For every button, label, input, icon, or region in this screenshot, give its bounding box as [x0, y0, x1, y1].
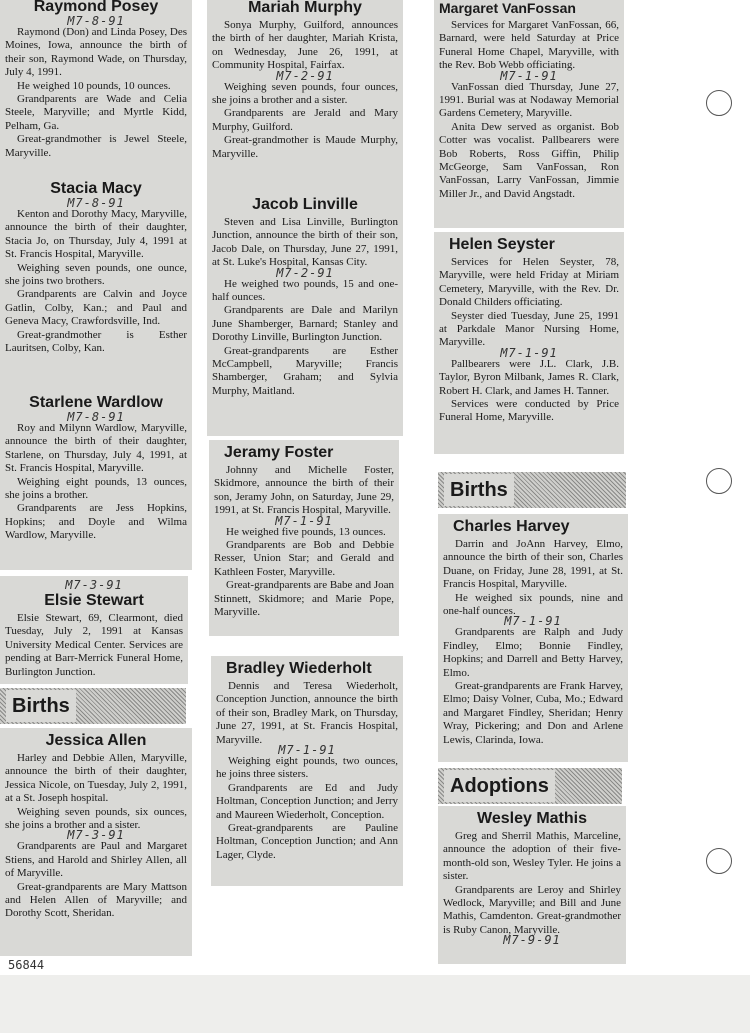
- clipping-bradley-wiederholt: [211, 656, 403, 886]
- clipping-wesley-mathis: [438, 806, 626, 964]
- paragraph: Anita Dew served as organist. Bob Cotter was vocalist. Pallbearers were Bob Roberts, Ross Giffin, Philip McGeorge, Sam VanFossan, Ron VanFossan, Larry VanFossan, Jimmie Miller Jr., and David Angstadt.: [439, 120, 619, 200]
- paragraph: He weighed two pounds, 15 and one-half ounces.: [212, 277, 398, 304]
- paragraph: Dennis and Teresa Wiederholt, Conception Junction, announce the birth of their son, Bradley Mark, on Thursday, June 27, 1991, at St. Francis Hospital, Maryville.: [216, 680, 398, 746]
- paragraph: VanFossan died Thursday, June 27, 1991. Burial was at Nodaway Memorial Gardens Cemetery, Maryville.: [439, 80, 619, 120]
- paragraph: Grandparents are Leroy and Shirley Wedlock, Maryville; and Bill and June Mathis, Camdenton. Great-grandmother is Ruby Canon, Maryville.: [443, 883, 621, 936]
- handwritten-date: M7-2-91: [276, 265, 334, 280]
- paragraph: Weighing seven pounds, one ounce, she joins two brothers.: [5, 261, 187, 288]
- paragraph: Sonya Murphy, Guilford, announces the birth of her daughter, Mariah Krista, on Wednesday, June 26, 1991, at Community Hospital, Fairfax.: [212, 19, 398, 72]
- handwritten-date: M7-8-91: [67, 14, 125, 28]
- handwritten-date: M7-8-91: [67, 410, 125, 424]
- headline: Stacia Macy: [50, 180, 142, 197]
- clipping-stacia-macy: [0, 176, 192, 390]
- headline: Helen Seyster: [449, 236, 555, 253]
- headline: Bradley Wiederholt: [226, 660, 372, 677]
- paragraph: Weighing seven pounds, four ounces, she joins a brother and a sister.: [212, 80, 398, 107]
- paragraph: He weighed 10 pounds, 10 ounces.: [17, 79, 171, 92]
- binder-hole: [706, 468, 732, 494]
- handwritten-date: M7-1-91: [504, 614, 562, 629]
- paragraph: Grandparents are Bob and Debbie Resser, Union Star; and Gerald and Kathleen Foster, Maryville.: [214, 539, 394, 578]
- paragraph: Greg and Sherril Mathis, Marceline, announce the adoption of their five-month-old son, Wesley Tyler. He joins a sister.: [443, 830, 621, 883]
- paragraph: Great-grandparents are Pauline Holtman, Conception Junction; and Ann Lager, Clyde.: [216, 822, 398, 861]
- headline: Jeramy Foster: [224, 444, 334, 461]
- paragraph: Darrin and JoAnn Harvey, Elmo, announce the birth of their son, Charles Duane, on Friday, June 28, 1991, at St. Francis Hospital, Maryville.: [443, 538, 623, 591]
- paragraph: Raymond (Don) and Linda Posey, Des Moines, Iowa, announce the birth of their son, Raymond Wade, on Thursday, July 4, 1991.: [5, 26, 187, 79]
- clipping-helen-seyster: [434, 232, 624, 454]
- banner-label: Births: [444, 474, 514, 506]
- handwritten-date: M7-1-91: [275, 513, 333, 528]
- scanner-margin: [0, 975, 750, 1033]
- paragraph: Harley and Debbie Allen, Maryville, announce the birth of their daughter, Jessica Nicole, on Tuesday, July 2, 1991, at a St. Joseph hospital.: [5, 752, 187, 805]
- binder-hole: [706, 848, 732, 874]
- clipping-jeramy-foster: [209, 440, 399, 636]
- paragraph: Grandparents are Paul and Margaret Stiens, and Harold and Shirley Allen, all of Maryville.: [5, 840, 187, 880]
- headline: Elsie Stewart: [44, 592, 144, 609]
- paragraph: Great-grandparents are Babe and Joan Stinnett, Skidmore; and Marie Pope, Maryville.: [214, 579, 394, 619]
- headline: Margaret VanFossan: [439, 0, 576, 16]
- handwritten-date: M7-1-91: [278, 743, 336, 758]
- births-banner: [438, 472, 626, 508]
- clipping-charles-harvey: [438, 514, 628, 762]
- paragraph: Pallbearers were J.L. Clark, J.B. Taylor, Byron Milbank, James R. Clark, Robert H. Clark, and James H. Tanner.: [439, 357, 619, 397]
- clipping-margaret-vanfossan: [434, 0, 624, 228]
- headline: Jacob Linville: [252, 196, 358, 213]
- headline: Raymond Posey: [33, 0, 159, 15]
- headline: Jessica Allen: [45, 732, 147, 749]
- handwritten-date: M7-3-91: [67, 828, 125, 843]
- handwritten-catalog-number: 56844: [8, 958, 45, 972]
- paragraph: Johnny and Michelle Foster, Skidmore, announce the birth of their son, Jeramy John, on Saturday, June 29, 1991, at St. Francis Hospital, Maryville.: [214, 464, 394, 517]
- handwritten-date: M7-8-91: [67, 196, 125, 210]
- paragraph: Grandparents are Dale and Marilyn June Shamberger, Barnard; Stanley and Dorothy Linville, Burlington Junction.: [212, 304, 398, 344]
- paragraph: Great-grandmother is Maude Murphy, Maryville.: [212, 134, 398, 160]
- paragraph: Seyster died Tuesday, June 25, 1991 at Parkdale Manor Nursing Home, Maryville.: [439, 309, 619, 349]
- paragraph: Grandparents are Jess Hopkins, Hopkins; and Doyle and Wilma Wardlow, Maryville.: [5, 502, 187, 542]
- births-banner: [0, 688, 186, 724]
- paragraph: Grandparents are Ed and Judy Holtman, Conception Junction; and Jerry and Maureen Wiederholt, Conception.: [216, 781, 398, 821]
- paragraph: Services were conducted by Price Funeral Home, Maryville.: [439, 398, 619, 424]
- paragraph: Grandparents are Calvin and Joyce Gatlin, Colby, Kan.; and Paul and Geneva Macy, Crawfordsville, Ind.: [5, 288, 187, 328]
- clipping-jessica-allen: [0, 728, 192, 956]
- banner-label: Births: [6, 690, 76, 722]
- clipping-raymond-posey: [0, 0, 192, 176]
- paragraph: Great-grandmother is Jewel Steele, Maryville.: [5, 133, 187, 159]
- paragraph: Grandparents are Jerald and Mary Murphy, Guilford.: [212, 107, 398, 133]
- paragraph: Great-grandparents are Mary Mattson and Helen Allen of Maryville; and Dorothy Scott, Sheridan.: [5, 880, 187, 920]
- clipping-mariah-murphy: [207, 0, 403, 192]
- paragraph: Weighing seven pounds, six ounces, she joins a brother and a sister.: [5, 805, 187, 832]
- handwritten-date: M7-9-91: [503, 933, 561, 948]
- binder-hole: [706, 90, 732, 116]
- paragraph: Weighing eight pounds, two ounces, he joins three sisters.: [216, 755, 398, 781]
- paragraph: Steven and Lisa Linville, Burlington Junction, announce the birth of their son, Jacob Dale, on Thursday, June 27, 1991, at St. Luke's Hospital, Kansas City.: [212, 216, 398, 269]
- handwritten-date: M7-2-91: [276, 68, 334, 83]
- paragraph: Services for Helen Seyster, 78, Maryville, were held Friday at Miriam Cemetery, Maryville, with the Rev. Dr. Donald Childers officiating.: [439, 256, 619, 309]
- handwritten-date: M7-1-91: [500, 68, 558, 83]
- handwritten-date: M7-3-91: [65, 578, 123, 592]
- paragraph: Grandparents are Ralph and Judy Findley, Elmo; Bonnie Findley, Hopkins; and Darrell and Betty Harvey, Elmo.: [443, 626, 623, 679]
- headline: Mariah Murphy: [248, 0, 362, 16]
- clipping-jacob-linville: [207, 192, 403, 436]
- paragraph: Weighing eight pounds, 13 ounces, she joins a brother.: [5, 475, 187, 502]
- paragraph: Roy and Milynn Wardlow, Maryville, announce the birth of their daughter, Starlene, on Thursday, July 4, 1991, at St. Francis Hospital, Maryville.: [5, 422, 187, 475]
- clipping-starlene-wardlow: [0, 390, 192, 570]
- paragraph: Great-grandparents are Esther McCampbell, Maryville; Francis Shamberger, Graham; and Sylvia Murphy, Maitland.: [212, 344, 398, 397]
- paragraph: Elsie Stewart, 69, Clearmont, died Tuesday, July 2, 1991 at Kansas University Medical Center. Services are pending at Barr-Merrick Funeral Home, Burlington Junction.: [5, 612, 183, 678]
- paragraph: Services for Margaret VanFossan, 66, Barnard, were held Saturday at Price Funeral Home Chapel, Maryville, with the Rev. Bob Webb officiating.: [439, 19, 619, 72]
- handwritten-date: M7-1-91: [500, 345, 558, 360]
- paragraph: He weighed six pounds, nine and one-half ounces.: [443, 591, 623, 618]
- adoptions-banner: [438, 768, 622, 804]
- paragraph: Great-grandparents are Frank Harvey, Elmo; Daisy Volner, Cuba, Mo.; Edward and Margaret Findley, Sheridan; Henry Wray, Pickering; and Don and Arlene Lewis, Clarinda, Iowa.: [443, 680, 623, 746]
- headline: Starlene Wardlow: [29, 394, 163, 411]
- clipping-elsie-stewart: [0, 576, 188, 684]
- paragraph: Great-grandmother is Esther Lauritsen, Colby, Kan.: [5, 328, 187, 355]
- banner-label: Adoptions: [444, 770, 555, 802]
- paragraph: Grandparents are Wade and Celia Steele, Maryville; and Myrtle Kidd, Pelham, Ga.: [5, 93, 187, 132]
- paragraph: Kenton and Dorothy Macy, Maryville, announce the birth of their daughter, Stacia Jo, on Thursday, July 4, 1991 at St. Francis Hospital, Maryville.: [5, 208, 187, 261]
- headline: Wesley Mathis: [477, 810, 587, 827]
- headline: Charles Harvey: [453, 518, 570, 535]
- paragraph: He weighed five pounds, 13 ounces.: [226, 525, 386, 538]
